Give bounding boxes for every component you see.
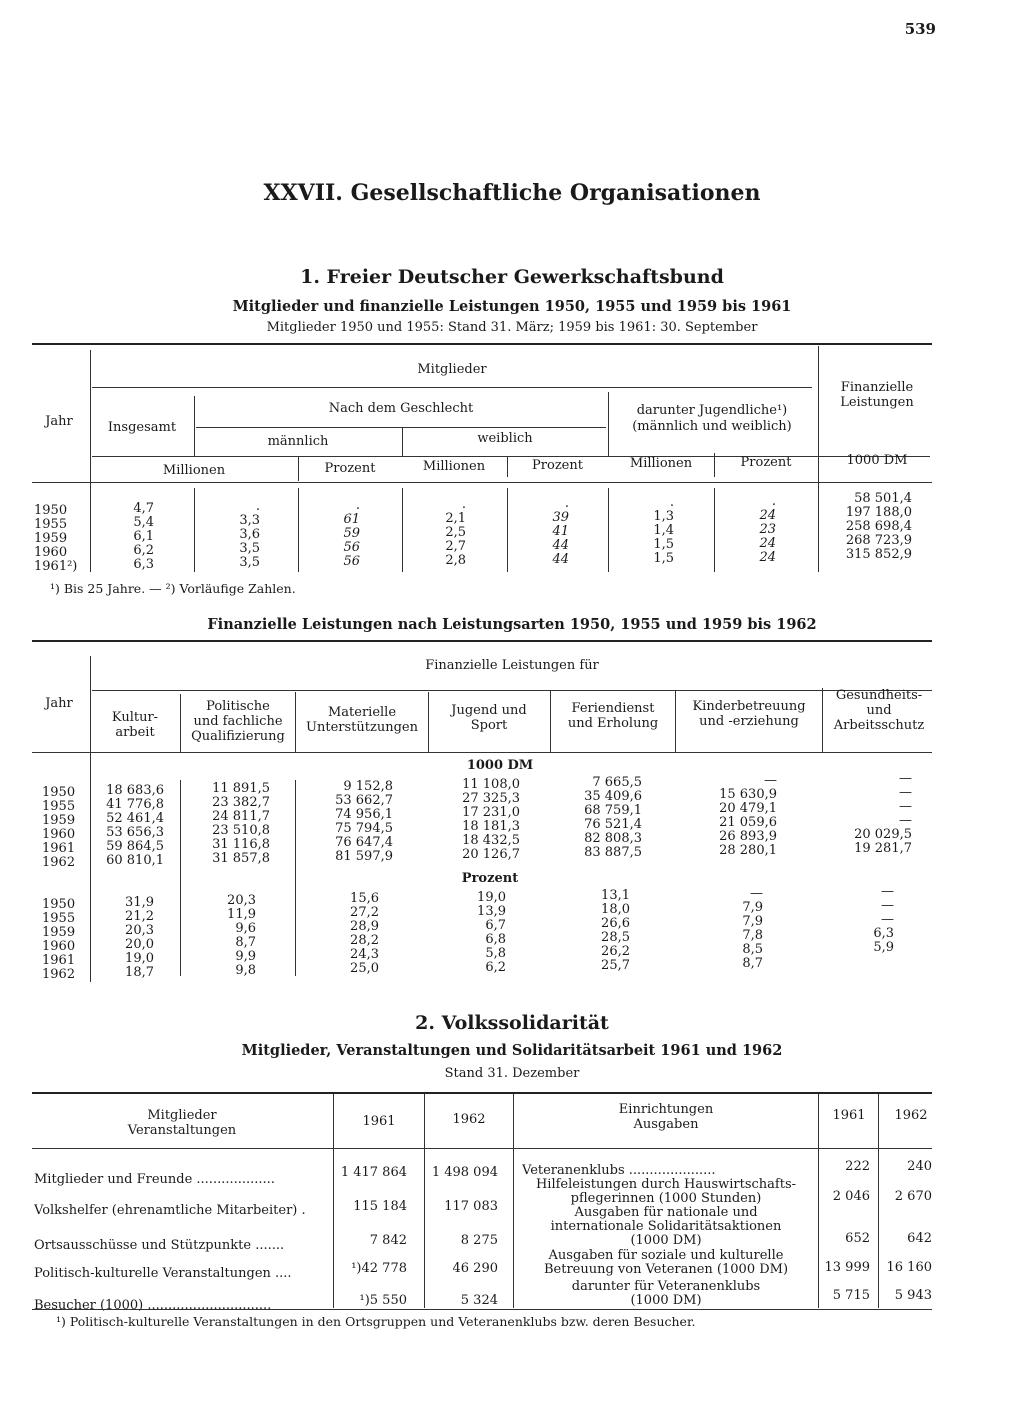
table1-rule bbox=[196, 427, 606, 428]
table1-unit-prozent: Prozent bbox=[532, 458, 583, 473]
table1-unit-prozent: Prozent bbox=[324, 461, 376, 476]
table2-dm-gesundheit: — — — — 20 029,5 19 281,7 bbox=[854, 771, 912, 856]
table3-header-left: Mitglieder Veranstaltungen bbox=[127, 1108, 237, 1138]
table3-divider bbox=[333, 1094, 334, 1308]
table1-col-m-mio: . 3,3 3,6 3,5 3,5 bbox=[239, 499, 260, 570]
row-label: Ortsausschüsse und Stützpunkte bbox=[34, 1238, 252, 1253]
table3-right-1962: 240 bbox=[907, 1159, 932, 1174]
table2-title: Finanzielle Leistungen nach Leistungsarten 1950, 1955 und 1959 bis 1962 bbox=[207, 616, 817, 633]
table3-footnote: ¹) Politisch-kulturelle Veranstaltungen in den Ortsgruppen und Veteranenklubs bzw. deren Besucher. bbox=[56, 1314, 696, 1329]
table3-header-1961: 1961 bbox=[362, 1114, 396, 1129]
table3-right-1961: 2 046 bbox=[832, 1189, 870, 1204]
table1-divider bbox=[194, 396, 195, 456]
table3-header-right: Einrichtungen Ausgaben bbox=[618, 1102, 714, 1132]
table1-header-jahr: Jahr bbox=[45, 414, 73, 429]
table3-header-1961: 1961 bbox=[832, 1108, 866, 1123]
table3-left-row: Mitglieder und Freunde ................... bbox=[34, 1172, 275, 1187]
table2-dm-jugend: 11 108,0 27 325,3 17 231,0 18 181,3 18 432,5 20 126,7 bbox=[462, 777, 520, 862]
table2-top-rule bbox=[32, 640, 932, 642]
table1-unit-1000dm: 1000 DM bbox=[846, 453, 908, 468]
table2-header-kinder: Kinderbetreuung und -erziehung bbox=[692, 699, 806, 729]
table2-years-dm: 1950 1955 1959 1960 1961 1962 bbox=[42, 785, 76, 870]
table3-right-1962: 2 670 bbox=[894, 1189, 932, 1204]
table1-years: 1950 1955 1959 1960 1961²) bbox=[34, 503, 78, 574]
table2-years-pct: 1950 1955 1959 1960 1961 1962 bbox=[42, 897, 76, 982]
table1-divider bbox=[298, 488, 299, 572]
table2-header-jugend: Jugend und Sport bbox=[451, 703, 527, 733]
table2-header-jahr: Jahr bbox=[45, 696, 73, 711]
table3-right-1961: 13 999 bbox=[824, 1260, 870, 1275]
table1-header-geschlecht: Nach dem Geschlecht bbox=[328, 401, 474, 416]
table2-pct-politische: 20,3 11,9 9,6 8,7 9,9 9,8 bbox=[227, 893, 256, 978]
table3-right-1962: 642 bbox=[907, 1231, 932, 1246]
row-label: Politisch-kulturelle Veranstaltungen bbox=[34, 1266, 271, 1281]
table1-col-insgesamt: 4,7 5,4 6,1 6,2 6,3 bbox=[133, 501, 154, 572]
table3-subtitle: Stand 31. Dezember bbox=[444, 1066, 580, 1081]
table1-divider bbox=[608, 392, 609, 456]
table1-col-w-proz: . 39 41 44 44 bbox=[552, 496, 569, 567]
table1-divider bbox=[507, 488, 508, 572]
table3-right-1961: 652 bbox=[845, 1231, 870, 1246]
table2-divider bbox=[90, 656, 91, 982]
table1-rule bbox=[92, 387, 812, 388]
table3-right-row: Veteranenklubs ..................... bbox=[522, 1163, 716, 1178]
table3-header-1962: 1962 bbox=[452, 1112, 486, 1127]
section2-title: 2. Volkssolidarität bbox=[415, 1012, 609, 1034]
table3-divider bbox=[878, 1094, 879, 1308]
page-number: 539 bbox=[904, 20, 936, 38]
table2-header-kultur: Kultur- arbeit bbox=[111, 710, 159, 740]
table2-header-materielle: Materielle Unterstützungen bbox=[306, 705, 418, 735]
table1-col-j-proz: . 24 23 24 24 bbox=[759, 494, 776, 565]
table3-left-1961: ¹)5 550 bbox=[359, 1293, 407, 1308]
table3-right-1961: 222 bbox=[845, 1159, 870, 1174]
table1-divider bbox=[714, 488, 715, 572]
chapter-title: XXVII. Gesellschaftliche Organisationen bbox=[263, 180, 761, 206]
table1-header-finanz: Finanzielle Leistungen bbox=[840, 380, 914, 410]
row-label: Besucher (1000) bbox=[34, 1298, 144, 1313]
table2-dm-ferien: 7 665,5 35 409,6 68 759,1 76 521,4 82 808,3 83 887,5 bbox=[584, 775, 642, 860]
table2-unit-prozent: Prozent bbox=[461, 871, 519, 886]
table3-divider bbox=[818, 1094, 819, 1308]
table3-right-1962: 5 943 bbox=[894, 1288, 932, 1303]
table2-header-ferien: Feriendienst und Erholung bbox=[567, 701, 659, 731]
table1-col-j-mio: . 1,3 1,4 1,5 1,5 bbox=[653, 495, 674, 566]
table3-left-row: Volkshelfer (ehrenamtliche Mitarbeiter) . bbox=[34, 1203, 306, 1218]
table2-dm-materielle: 9 152,8 53 662,7 74 956,1 75 794,5 76 647,4 81 597,9 bbox=[335, 779, 393, 864]
table1-divider bbox=[402, 428, 403, 456]
table1-divider bbox=[608, 488, 609, 572]
table3-header-1962: 1962 bbox=[894, 1108, 928, 1123]
section1-title: 1. Freier Deutscher Gewerkschaftsbund bbox=[300, 266, 724, 288]
table2-pct-kinder: — 7,9 7,9 7,8 8,5 8,7 bbox=[742, 886, 763, 971]
table2-divider bbox=[295, 780, 296, 976]
table2-divider bbox=[295, 692, 296, 752]
row-label: Veteranenklubs bbox=[522, 1163, 625, 1178]
table2-divider bbox=[180, 780, 181, 976]
table1-col-w-mio: . 2,1 2,5 2,7 2,8 bbox=[445, 497, 466, 568]
table3-left-1962: 1 498 094 bbox=[431, 1165, 498, 1180]
table1-title: Mitglieder und finanzielle Leistungen 1950, 1955 und 1959 bis 1961 bbox=[232, 298, 792, 315]
table1-divider bbox=[818, 346, 819, 572]
table3-right-1961: 5 715 bbox=[832, 1288, 870, 1303]
table3-rule bbox=[32, 1148, 932, 1149]
row-label: Mitglieder und Freunde bbox=[34, 1172, 193, 1187]
table3-left-1961: 1 417 864 bbox=[340, 1165, 407, 1180]
table1-divider bbox=[714, 453, 715, 477]
table3-right-1962: 16 160 bbox=[886, 1260, 932, 1275]
table3-left-1962: 117 083 bbox=[444, 1199, 498, 1214]
table3-right-row: darunter für Veteranenklubs (1000 DM) bbox=[571, 1279, 761, 1308]
table1-rule bbox=[32, 482, 932, 483]
table2-header-group: Finanzielle Leistungen für bbox=[425, 658, 599, 673]
table2-divider bbox=[822, 688, 823, 752]
table1-header-mitglieder: Mitglieder bbox=[417, 362, 487, 377]
table3-left-row: Ortsausschüsse und Stützpunkte ....... bbox=[34, 1238, 285, 1253]
table3-top-rule bbox=[32, 1092, 932, 1094]
table3-left-1962: 46 290 bbox=[452, 1261, 498, 1276]
table1-divider bbox=[402, 488, 403, 572]
table1-unit-millionen: Millionen bbox=[629, 456, 693, 471]
table3-divider bbox=[424, 1094, 425, 1308]
table1-header-maennlich: männlich bbox=[267, 434, 329, 449]
table1-divider bbox=[298, 457, 299, 481]
table2-header-gesundheit: Gesundheits- und Arbeitsschutz bbox=[833, 688, 925, 733]
table3-divider bbox=[513, 1094, 514, 1308]
table1-unit-millionen: Millionen bbox=[422, 459, 486, 474]
table1-divider bbox=[90, 350, 91, 572]
table1-divider bbox=[194, 488, 195, 572]
table2-pct-materielle: 15,6 27,2 28,9 28,2 24,3 25,0 bbox=[350, 891, 379, 976]
table2-pct-jugend: 19,0 13,9 6,7 6,8 5,8 6,2 bbox=[477, 890, 506, 975]
table2-header-politische: Politische und fachliche Qualifizierung bbox=[191, 699, 285, 744]
table2-divider bbox=[428, 692, 429, 752]
table2-dm-kultur: 18 683,6 41 776,8 52 461,4 53 656,3 59 864,5 60 810,1 bbox=[106, 783, 164, 868]
table1-top-rule bbox=[32, 343, 932, 345]
table3-right-row: Hilfeleistungen durch Hauswirtschafts- pflegerinnen (1000 Stunden) bbox=[535, 1177, 797, 1206]
table2-divider bbox=[675, 690, 676, 752]
table2-divider bbox=[550, 690, 551, 752]
table1-header-weiblich: weiblich bbox=[477, 431, 533, 446]
table2-divider bbox=[180, 694, 181, 752]
table1-header-jugend: darunter Jugendliche¹) (männlich und weiblich) bbox=[632, 403, 792, 434]
table3-left-1962: 8 275 bbox=[460, 1233, 498, 1248]
table1-subtitle: Mitglieder 1950 und 1955: Stand 31. März; 1959 bis 1961: 30. September bbox=[266, 320, 758, 335]
table1-unit-millionen: Millionen bbox=[162, 463, 226, 478]
table1-divider bbox=[507, 457, 508, 477]
table2-pct-gesundheit: — — — 6,3 5,9 bbox=[873, 884, 894, 955]
table3-left-row: Politisch-kulturelle Veranstaltungen .... bbox=[34, 1266, 292, 1281]
table3-right-row: Ausgaben für soziale und kulturelle Betreuung von Veteranen (1000 DM) bbox=[543, 1248, 789, 1277]
table3-left-1961: 115 184 bbox=[353, 1199, 407, 1214]
table2-dm-politische: 11 891,5 23 382,7 24 811,7 23 510,8 31 116,8 31 857,8 bbox=[212, 781, 270, 866]
table1-col-finanz: 58 501,4 197 188,0 258 698,4 268 723,9 315 852,9 bbox=[845, 491, 912, 562]
table2-pct-kultur: 31,9 21,2 20,3 20,0 19,0 18,7 bbox=[125, 895, 154, 980]
table1-header-insgesamt: Insgesamt bbox=[107, 420, 177, 435]
table2-dm-kinder: — 15 630,9 20 479,1 21 059,6 26 893,9 28 280,1 bbox=[719, 773, 777, 858]
table3-bottom-rule bbox=[32, 1309, 932, 1310]
table1-col-m-proz: . 61 59 56 56 bbox=[343, 498, 360, 569]
table2-rule bbox=[92, 690, 932, 691]
table3-right-row: Ausgaben für nationale und internationale Solidaritätsaktionen (1000 DM) bbox=[550, 1205, 782, 1248]
row-label: Volkshelfer (ehrenamtliche Mitarbeiter) bbox=[34, 1203, 298, 1218]
table3-left-1962: 5 324 bbox=[460, 1293, 498, 1308]
table1-footnote: ¹) Bis 25 Jahre. — ²) Vorläufige Zahlen. bbox=[50, 581, 296, 596]
table3-left-1961: ¹)42 778 bbox=[351, 1261, 407, 1276]
table2-rule bbox=[32, 752, 932, 753]
table3-left-row: Besucher (1000) .............................. bbox=[34, 1298, 272, 1313]
table3-title: Mitglieder, Veranstaltungen und Solidaritätsarbeit 1961 und 1962 bbox=[241, 1042, 783, 1059]
table2-unit-1000dm: 1000 DM bbox=[466, 758, 534, 773]
table2-pct-ferien: 13,1 18,0 26,6 28,5 26,2 25,7 bbox=[601, 888, 630, 973]
table1-unit-prozent: Prozent bbox=[740, 455, 792, 470]
table3-left-1961: 7 842 bbox=[369, 1233, 407, 1248]
